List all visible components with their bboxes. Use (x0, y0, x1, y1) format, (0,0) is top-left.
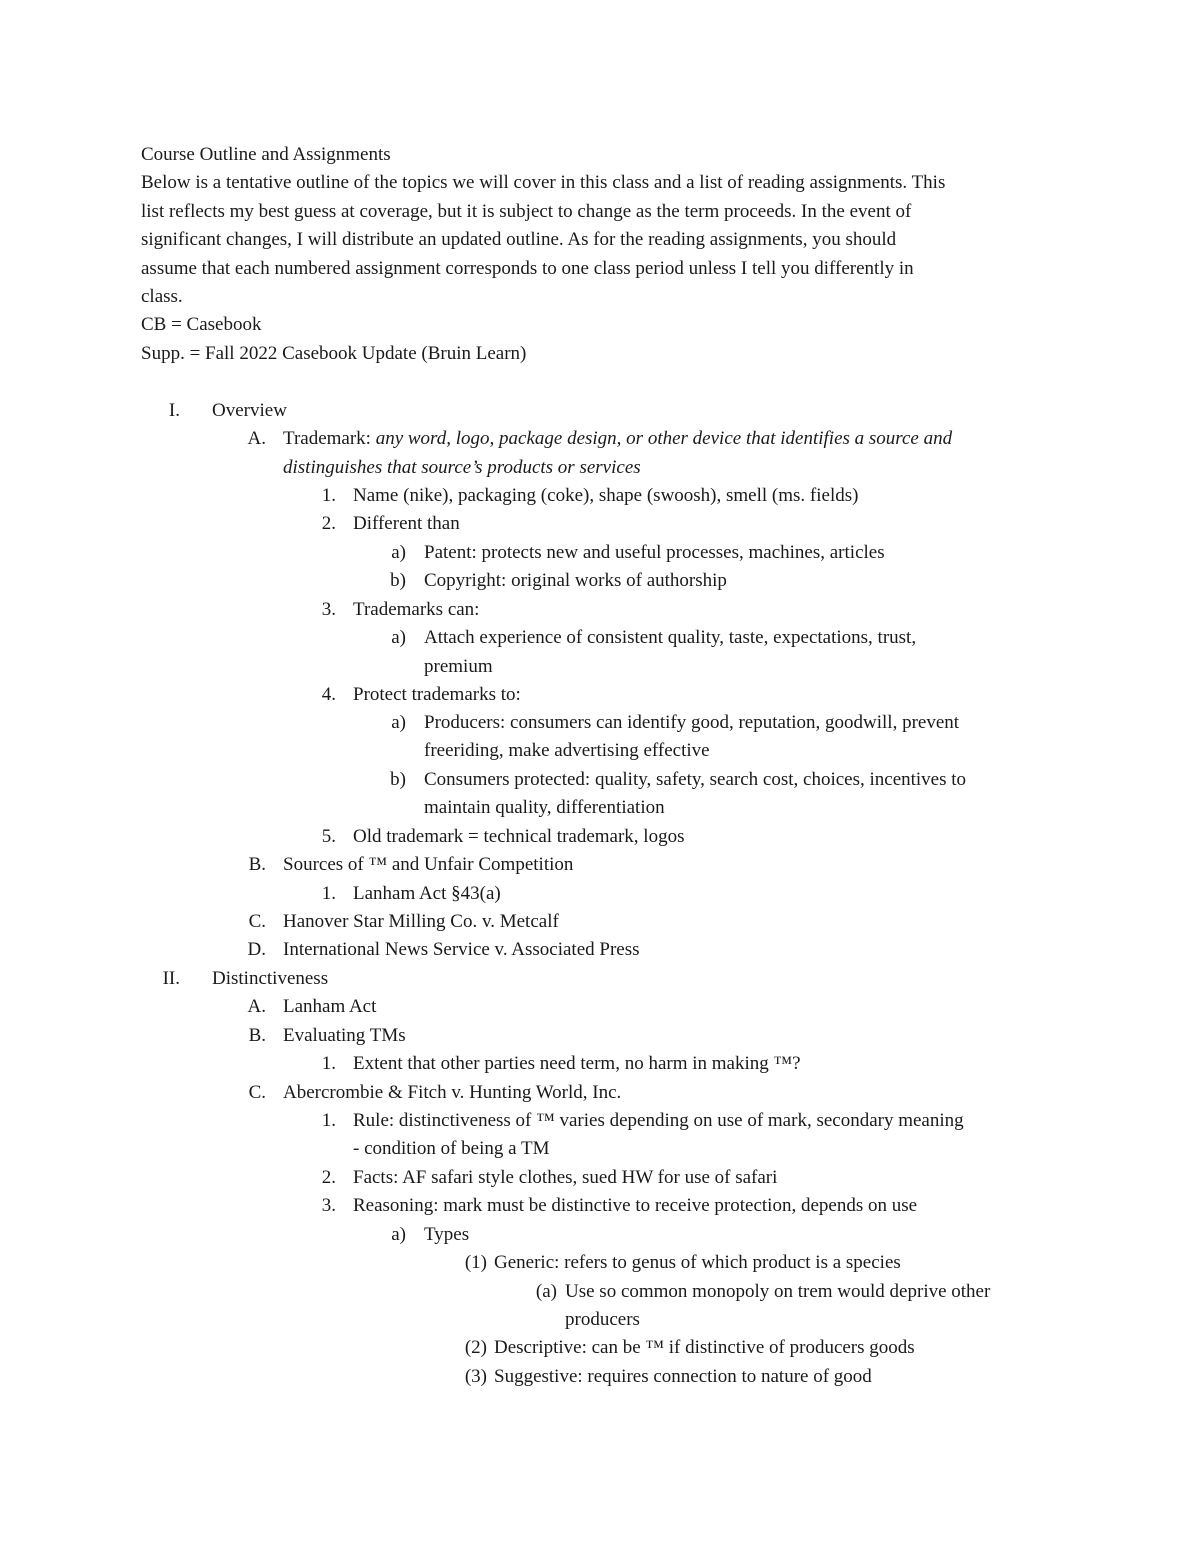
outline-item: Lanham Act §43(a) (353, 883, 501, 904)
intro-line: Below is a tentative outline of the topics we will cover in this class and a list of reading assignments. This (141, 172, 946, 193)
outline-item: Trademarks can: (353, 599, 480, 620)
section-heading: Overview (212, 400, 287, 421)
outline-marker: (2) (464, 1337, 487, 1358)
intro-line: assume that each numbered assignment corresponds to one class period unless I tell you differently in (141, 258, 914, 279)
outline-item: Protect trademarks to: (353, 684, 521, 705)
outline-marker: 3. (321, 1195, 336, 1216)
intro-line: list reflects my best guess at coverage, but it is subject to change as the term proceeds. In the event of (141, 201, 912, 222)
outline-marker: A. (247, 996, 266, 1017)
outline-item-cont: producers (565, 1309, 640, 1330)
outline-marker: A. (247, 428, 266, 449)
outline-marker: (a) (535, 1281, 557, 1302)
outline-item: Consumers protected: quality, safety, search cost, choices, incentives to (424, 769, 967, 790)
outline-item: Reasoning: mark must be distinctive to receive protection, depends on use (353, 1195, 918, 1216)
outline-marker: 1. (321, 883, 336, 904)
outline-marker: 2. (321, 513, 336, 534)
outline-marker: 3. (321, 599, 336, 620)
outline-marker: b) (390, 570, 406, 591)
outline-item: Facts: AF safari style clothes, sued HW for use of safari (353, 1167, 778, 1188)
outline-item: Producers: consumers can identify good, reputation, goodwill, prevent (424, 712, 960, 733)
intro-line: significant changes, I will distribute an updated outline. As for the reading assignments, you should (141, 229, 897, 250)
section-heading: Distinctiveness (212, 968, 329, 989)
outline-item: Types (424, 1224, 470, 1245)
outline-item: Hanover Star Milling Co. v. Metcalf (283, 911, 559, 932)
outline-marker: 1. (321, 1053, 336, 1074)
outline-marker: a) (391, 542, 406, 563)
outline-item-cont: freeriding, make advertising effective (424, 740, 710, 761)
outline-item: Descriptive: can be ™ if distinctive of producers goods (494, 1337, 915, 1358)
outline-item (283, 425, 952, 453)
outline-item: Evaluating TMs (283, 1025, 406, 1046)
outline-item-cont: maintain quality, differentiation (424, 797, 665, 818)
outline-item: Sources of ™ and Unfair Competition (283, 854, 574, 875)
outline-marker: 5. (321, 826, 336, 847)
outline-item: Use so common monopoly on trem would deprive other (565, 1281, 991, 1302)
outline-item: Attach experience of consistent quality, taste, expectations, trust, (424, 627, 917, 648)
outline-marker: I. (168, 400, 180, 421)
outline-marker: D. (247, 939, 266, 960)
outline-marker: II. (162, 968, 180, 989)
outline-item-cont: premium (424, 656, 493, 677)
supplement-abbrev: Supp. = Fall 2022 Casebook Update (Bruin Learn) (141, 343, 527, 364)
outline-marker: C. (248, 1082, 266, 1103)
outline-item: Patent: protects new and useful processes, machines, articles (424, 542, 885, 563)
outline-marker: a) (391, 1224, 406, 1245)
outline-item: Copyright: original works of authorship (424, 570, 727, 591)
page-title: Course Outline and Assignments (141, 144, 391, 165)
term-definition: any word, logo, package design, or other device that identifies a source and (375, 428, 953, 449)
outline-item: Different than (353, 513, 460, 534)
outline-marker: 4. (321, 684, 336, 705)
outline-item: Abercrombie & Fitch v. Hunting World, Inc. (283, 1082, 622, 1103)
outline-marker: (1) (464, 1252, 487, 1273)
outline-item: International News Service v. Associated Press (283, 939, 640, 960)
outline-marker: a) (391, 627, 406, 648)
term-label: Trademark: (283, 428, 376, 449)
outline-marker: b) (390, 769, 406, 790)
outline-marker: B. (248, 1025, 266, 1046)
outline-item-cont: - condition of being a TM (353, 1138, 550, 1159)
outline-marker: a) (391, 712, 406, 733)
outline-marker: 1. (321, 1110, 336, 1131)
outline-item: Lanham Act (283, 996, 377, 1017)
casebook-abbrev: CB = Casebook (141, 314, 262, 335)
outline-item: Extent that other parties need term, no harm in making ™? (353, 1053, 801, 1074)
outline-marker: (3) (464, 1366, 487, 1387)
outline-marker: 2. (321, 1167, 336, 1188)
outline-item: Generic: refers to genus of which product is a species (494, 1252, 901, 1273)
outline-item: Old trademark = technical trademark, logos (353, 826, 685, 847)
outline-marker: C. (248, 911, 266, 932)
outline-marker: 1. (321, 485, 336, 506)
term-definition-cont: distinguishes that source’s products or services (283, 457, 641, 478)
outline-item: Suggestive: requires connection to nature of good (494, 1366, 872, 1387)
outline-marker: B. (248, 854, 266, 875)
outline-item: Rule: distinctiveness of ™ varies depending on use of mark, secondary meaning (353, 1110, 964, 1131)
outline-item: Name (nike), packaging (coke), shape (swoosh), smell (ms. fields) (353, 485, 859, 506)
intro-line: class. (141, 286, 183, 307)
